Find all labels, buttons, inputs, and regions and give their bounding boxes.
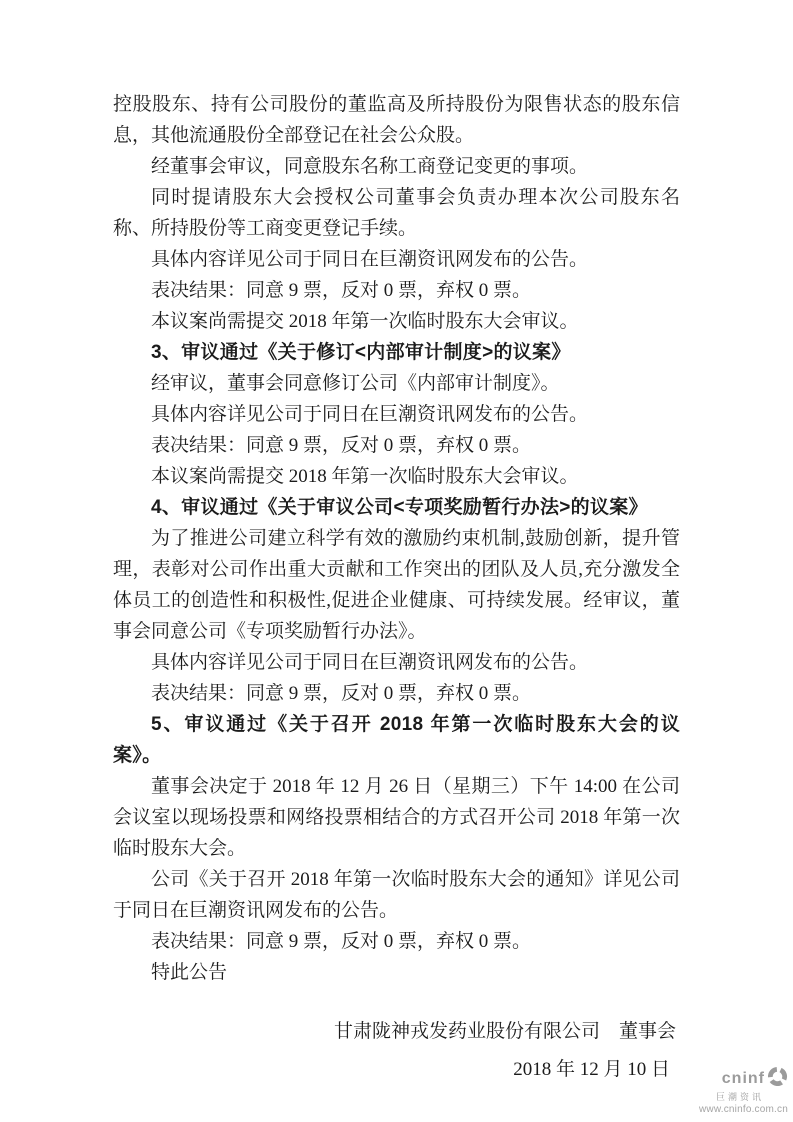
paragraph-details-notice: 具体内容详见公司于同日在巨潮资讯网发布的公告。 bbox=[151, 249, 589, 270]
paragraph-announcement-closing: 特此公告 bbox=[151, 962, 228, 983]
cninfo-chinese-label: 巨潮资讯 bbox=[715, 1092, 764, 1102]
paragraph-continuation: 控股股东、持有公司股份的董监高及所持股份为限售状态的股东信息，其他流通股份全部登记在社会公众股。 bbox=[113, 94, 680, 146]
paragraph-incentive-measures: 为了推进公司建立科学有效的激励约束机制,鼓励创新，提升管理，表彰对公司作出重大贡献和工作突出的团队及人员,充分激发全体员工的创造性和积极性,促进企业健康、可持续发展。经审议，董事会同意公司《专项奖励暂行办法》。 bbox=[113, 528, 680, 642]
paragraph-submit-to-meeting-2: 本议案尚需提交 2018 年第一次临时股东大会审议。 bbox=[151, 466, 579, 487]
paragraph-audit-system-revision: 经审议，董事会同意修订公司《内部审计制度》。 bbox=[151, 373, 560, 394]
signature-company: 甘肃陇神戎发药业股份有限公司 董事会 bbox=[333, 1021, 676, 1042]
proposal-3-heading: 3、审议通过《关于修订<内部审计制度>的议案》 bbox=[151, 342, 571, 363]
signature-date: 2018 年 12 月 10 日 bbox=[513, 1059, 670, 1080]
paragraph-board-approval: 经董事会审议，同意股东名称工商登记变更的事项。 bbox=[151, 156, 589, 177]
vote-result-item4: 表决结果：同意 9 票，反对 0 票，弃权 0 票。 bbox=[151, 683, 532, 704]
vote-result-item2: 表决结果：同意 9 票，反对 0 票，弃权 0 票。 bbox=[151, 280, 532, 301]
cninfo-swirl-icon bbox=[767, 1066, 788, 1091]
document-body bbox=[113, 89, 680, 1085]
cninfo-brand-text: cninf bbox=[721, 1069, 765, 1087]
signature-block bbox=[113, 1016, 680, 1085]
paragraph-details-notice-3: 具体内容详见公司于同日在巨潮资讯网发布的公告。 bbox=[151, 652, 589, 673]
paragraph-authorization: 同时提请股东大会授权公司董事会负责办理本次公司股东名称、所持股份等工商变更登记手续。 bbox=[113, 187, 680, 239]
vote-result-item3: 表决结果：同意 9 票，反对 0 票，弃权 0 票。 bbox=[151, 435, 532, 456]
proposal-5-heading: 5、审议通过《关于召开 2018 年第一次临时股东大会的议案》。 bbox=[113, 714, 680, 766]
paragraph-meeting-decision: 董事会决定于 2018 年 12 月 26 日（星期三）下午 14:00 在公司会议室以现场投票和网络投票相结合的方式召开公司 2018 年第一次临时股东大会。 bbox=[113, 776, 680, 859]
proposal-4-heading: 4、审议通过《关于审议公司<专项奖励暂行办法>的议案》 bbox=[151, 497, 648, 518]
vote-result-item5: 表决结果：同意 9 票，反对 0 票，弃权 0 票。 bbox=[151, 931, 532, 952]
paragraph-details-notice-2: 具体内容详见公司于同日在巨潮资讯网发布的公告。 bbox=[151, 404, 589, 425]
cninfo-url: www.cninfo.com.cn bbox=[699, 1104, 788, 1115]
paragraph-meeting-notice: 公司《关于召开 2018 年第一次临时股东大会的通知》详见公司于同日在巨潮资讯网发布的公告。 bbox=[113, 869, 680, 921]
paragraph-submit-to-meeting: 本议案尚需提交 2018 年第一次临时股东大会审议。 bbox=[151, 311, 579, 332]
cninfo-logo bbox=[699, 1066, 788, 1115]
cninfo-brand-row bbox=[699, 1066, 788, 1091]
